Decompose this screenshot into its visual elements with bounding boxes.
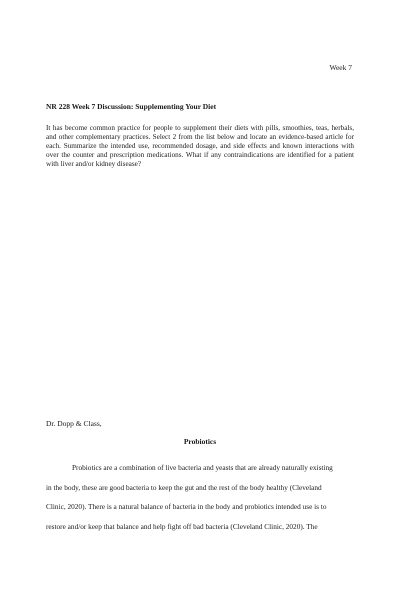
assignment-prompt: It has become common practice for people to supplement their diets with pills, smoothies, teas, herbals, and other complementary practices. Select 2 from the list below and locate an evidence-based article for each. Summarize the intended use, recommended dosage, and side effects and known interactions with over the counter and prescription medications. What if any contraindications are identified for a patient with liver and/or kidney disease? (46, 124, 354, 168)
section-heading-probiotics: Probiotics (183, 437, 217, 446)
body-line: Clinic, 2020). There is a natural balance of bacteria in the body and probiotics intended use is to (46, 502, 327, 512)
body-line: Probiotics are a combination of live bacteria and yeasts that are already naturally existing (72, 463, 333, 472)
salutation: Dr. Dopp & Class, (46, 419, 102, 428)
body-line: restore and/or keep that balance and help fight off bad bacteria (Cleveland Clinic, 2020). The (46, 521, 318, 531)
assignment-title: NR 228 Week 7 Discussion: Supplementing Your Diet (46, 102, 217, 111)
body-line: in the body, these are good bacteria to keep the gut and the rest of the body healthy (Cleveland (46, 482, 322, 492)
running-head: Week 7 (329, 63, 352, 72)
body-paragraph (46, 458, 356, 536)
